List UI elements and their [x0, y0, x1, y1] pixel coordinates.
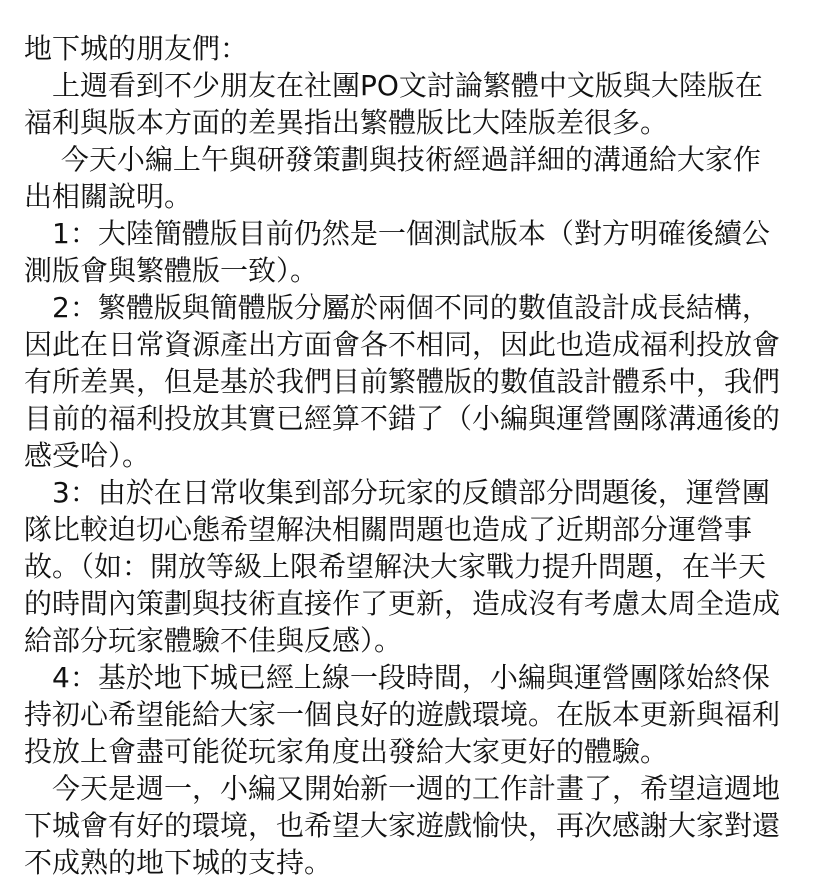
point-3-line: 故。（如：開放等級上限希望解決大家戰力提升問題，在半天 [24, 550, 767, 583]
point-3-line: 給部分玩家體驗不佳與反感）。 [24, 624, 403, 657]
point-4-line: 持初心希望能給大家一個良好的遊戲環境。在版本更新與福利 [24, 698, 781, 731]
point-1-line: 測版會與繁體版一致）。 [24, 254, 319, 287]
point-2-line: 因此在日常資源產出方面會各不相同，因此也造成福利投放會 [24, 328, 781, 361]
paragraph-intro-line: 上週看到不少朋友在社團PO文討論繁體中文版與大陸版在 [24, 69, 763, 102]
paragraph-intro-line: 福利與版本方面的差異指出繁體版比大陸版差很多。 [24, 106, 669, 139]
greeting-line: 地下城的朋友們： [24, 32, 249, 65]
point-1-line: 1：大陸簡體版目前仍然是一個測試版本（對方明確後續公 [24, 217, 770, 250]
closing-line: 下城會有好的環境，也希望大家遊戲愉快，再次感謝大家對還 [24, 809, 781, 842]
paragraph-explanation-line: 今天小編上午與研發策劃與技術經過詳細的溝通給大家作 [24, 143, 761, 176]
point-2-line: 2：繁體版與簡體版分屬於兩個不同的數值設計成長結構， [24, 291, 770, 324]
point-3-line: 的時間內策劃與技術直接作了更新，造成沒有考慮太周全造成 [24, 587, 781, 620]
paragraph-explanation-line: 出相關說明。 [24, 180, 193, 213]
point-3-line: 隊比較迫切心態希望解決相關問題也造成了近期部分運營事 [24, 513, 753, 546]
point-3-line: 3：由於在日常收集到部分玩家的反饋部分問題後，運營團 [24, 476, 770, 509]
closing-line: 不成熟的地下城的支持。 [24, 846, 333, 879]
point-2-line: 感受哈）。 [24, 439, 151, 472]
point-4-line: 投放上會盡可能從玩家角度出發給大家更好的體驗。 [24, 735, 669, 768]
point-2-line: 目前的福利投放其實已經算不錯了（小編與運營團隊溝通後的 [24, 402, 781, 435]
point-2-line: 有所差異，但是基於我們目前繁體版的數值設計體系中，我們 [24, 365, 781, 398]
closing-line: 今天是週一，小編又開始新一週的工作計畫了，希望這週地 [24, 772, 781, 805]
point-4-line: 4：基於地下城已經上線一段時間，小編與運營團隊始終保 [24, 661, 770, 694]
